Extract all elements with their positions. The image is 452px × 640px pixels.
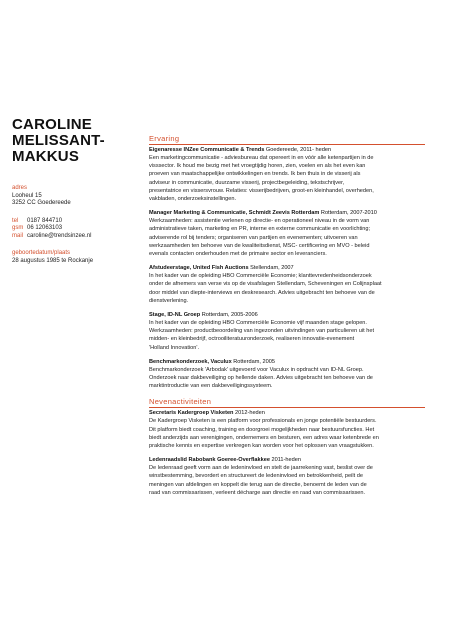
experience-entry (149, 210, 425, 258)
entry-line: In het kader van de opleiding HBO Commerciële Economie vijf maanden stage gelopen. (149, 320, 367, 327)
experience-entry (149, 359, 425, 391)
birth-value: 28 augustus 1985 te Rockanje (12, 257, 94, 264)
section-experience (149, 134, 425, 390)
entry-line: praktische kennis en expertise verkregen kan worden voor het oplossen van vraagstukken. (149, 443, 374, 450)
entry-body (149, 319, 425, 352)
contact-value: 06 12063103 (27, 225, 63, 231)
section-divider (149, 144, 425, 145)
entry-line: De ledenraad geeft vorm aan de ledeninvloed en stelt de jaarrekening vast, beslist over de (149, 465, 373, 472)
entry-line: administratieve taken, marketing en PR, interne en externe communicatie en voorlichting; (149, 226, 371, 233)
entry-line: 'Holland Innovation'. (149, 344, 200, 351)
section-side-activities (149, 397, 425, 497)
entry-line: werkzaamheden ten behoeve van de kwaliteitsdienst, MSC- certificering en MVO - beleid (149, 242, 370, 249)
address-line-1: Looheul 15 (12, 192, 42, 199)
entry-body (149, 366, 425, 391)
entry-subtitle: 2012-heden (233, 410, 265, 417)
entry-body (149, 464, 425, 497)
right-column (149, 134, 425, 504)
entry-title (149, 147, 425, 154)
entry-subtitle: Goedereede, 2011- heden (264, 147, 332, 153)
entry-line: dienstverlening. (149, 297, 189, 304)
section-title: Ervaring (149, 134, 180, 143)
entry-title (149, 210, 425, 217)
entry-line: raad van commissarissen, verleent décharge aan directie en raad van commissarissen. (149, 489, 366, 496)
entry-line: midden- en kleinbedrijf, octrooiliteratuuronderzoek, realiseren innovatie-evenement (149, 336, 355, 343)
entry-subtitle: Rotterdam, 2007-2010 (319, 210, 377, 217)
entry-line: winstbestemming, bevordert en structureert de ledeninvloed en betrokkenheid, peilt de (149, 473, 363, 480)
entry-title-text: Benchmarkonderzoek, Vaculux (149, 358, 232, 365)
contact-row-mail (12, 233, 136, 241)
name-line-2: MELISSANT- (12, 132, 105, 149)
entry-title (149, 410, 425, 417)
name-line-3: MAKKUS (12, 148, 80, 165)
entry-subtitle: Stellendam, 2007 (248, 265, 294, 272)
left-column (12, 117, 136, 265)
activity-entry (149, 410, 425, 450)
entry-subtitle: Rotterdam, 2005 (231, 358, 275, 365)
entry-line: Werkzaamheden: assistentie verlenen op directie- en operationeel niveau in de vorm van (149, 218, 370, 225)
address-block (12, 185, 136, 208)
entry-title-text: Ledenraadslid Rabobank Goeree-Overflakkee (149, 457, 270, 464)
entry-title (149, 457, 425, 464)
entry-line: presentatrice en vissersvrouw. Relaties: visserijbedrijven, groot-en kleinhandel, overheden, (149, 187, 374, 194)
entry-body (149, 417, 425, 450)
name-line-1: CAROLINE (12, 116, 92, 133)
entry-line: biedt anderzijds aan verenigingen, ondernemers en besturen, een adres waar ketenbrede en (149, 434, 379, 441)
entry-body (149, 154, 425, 203)
entry-body (149, 217, 425, 258)
entry-title-text: Manager Marketing & Communicatie, Schmidt Zeevis Rotterdam (149, 210, 320, 217)
entry-title (149, 265, 425, 272)
activity-entry (149, 457, 425, 497)
experience-entry (149, 312, 425, 352)
entry-title-text: Eigenaresse INZee Communicatie & Trends (149, 147, 265, 153)
contact-key: mail (12, 232, 24, 239)
entry-line: adviseur in communicatie, duurzame visserij, projectbegeleiding, tekstschrijver, (149, 179, 345, 186)
entry-line: Een marketingcommunicatie - adviesbureau dat opereert in en vóór alle ketenpartijen in de (149, 155, 374, 161)
entry-title-text: Afstudeerstage, United Fish Auctions (149, 265, 249, 272)
entry-line: onder de afnemers van verse vis op de visafslagen Stellendam, Scheveningen en Colijnsplaat (149, 281, 382, 288)
contact-row-tel (12, 218, 136, 226)
entry-line: marktintroductie van een dakbeveiligingssysteem. (149, 383, 273, 390)
contact-key: tel (12, 217, 19, 224)
entry-line: evenals contacten onderhouden met de primaire sector en leveranciers. (149, 251, 327, 258)
phone-block (12, 218, 136, 241)
entry-title (149, 312, 425, 319)
birth-block (12, 250, 136, 265)
contact-key: gsm (12, 225, 24, 231)
entry-line: In het kader van de opleiding HBO Commerciële Economie; klanttevredenheidsonderzoek (149, 273, 372, 280)
entry-line: De Kadergroep Visketen is een platform voor professionals en jonge potentiële bestuurders. (149, 418, 377, 425)
birth-label: geboortedatum/plaats (12, 250, 71, 256)
section-divider (149, 407, 425, 408)
experience-entry (149, 265, 425, 305)
entry-subtitle: 2011-heden (269, 457, 301, 464)
contact-value: 0187 844710 (27, 217, 63, 224)
entry-line: adviserende rol bij tenders; organiseren van partijen en evenementen; uitvoeren van (149, 234, 358, 241)
section-title: Nevenactiviteiten (149, 397, 212, 407)
entry-title-text: Secretaris Kadergroep Visketen (149, 410, 234, 417)
entry-line: meningen van afdelingen en koppelt die terug aan de directie, benoemt de leden van de (149, 481, 367, 488)
entry-line: proeven van maatschappelijke ontwikkelingen en trends. Ik ben thuis in de visserij als (149, 171, 361, 178)
entry-line: visssector. Ik houd me bezig met het vroegtijdig horen, zien, voelen en als het even kan (149, 163, 366, 170)
entry-line: door middel van diepte-interviews en deskresearch. Advies uitgebracht ten behoeve van de (149, 289, 375, 296)
person-name (12, 117, 136, 165)
entry-subtitle: Rotterdam, 2005-2006 (200, 312, 258, 319)
address-label: adres (12, 185, 28, 191)
contact-value: caroline@trendsinzee.nl (27, 232, 92, 239)
entry-line: vakbladen, onderzoeksinstellingen. (149, 196, 237, 203)
entry-body (149, 272, 425, 305)
address-line-2: 3252 CC Goedereede (12, 200, 71, 206)
contact-row-gsm (12, 225, 136, 233)
experience-entry (149, 147, 425, 203)
entry-title-text: Stage, ID-NL Groep (149, 312, 201, 319)
entry-line: Benchmarkonderzoek 'Arbodak' uitgevoerd voor Vaculux in opdracht van ID-NL Groep. (149, 366, 364, 373)
entry-line: Werkzaamheden: productbeoordeling van ingezonden uitvindingen van particulieren uit het (149, 328, 375, 335)
entry-line: Dit platform biedt coaching, training en doorgroei mogelijkheden naar bestuursfuncties. Het (149, 426, 375, 433)
entry-title (149, 359, 425, 366)
entry-line: Onderzoek naar dakbeveiliging op hellende daken. Advies uitgebracht ten behoeve van de (149, 375, 373, 382)
